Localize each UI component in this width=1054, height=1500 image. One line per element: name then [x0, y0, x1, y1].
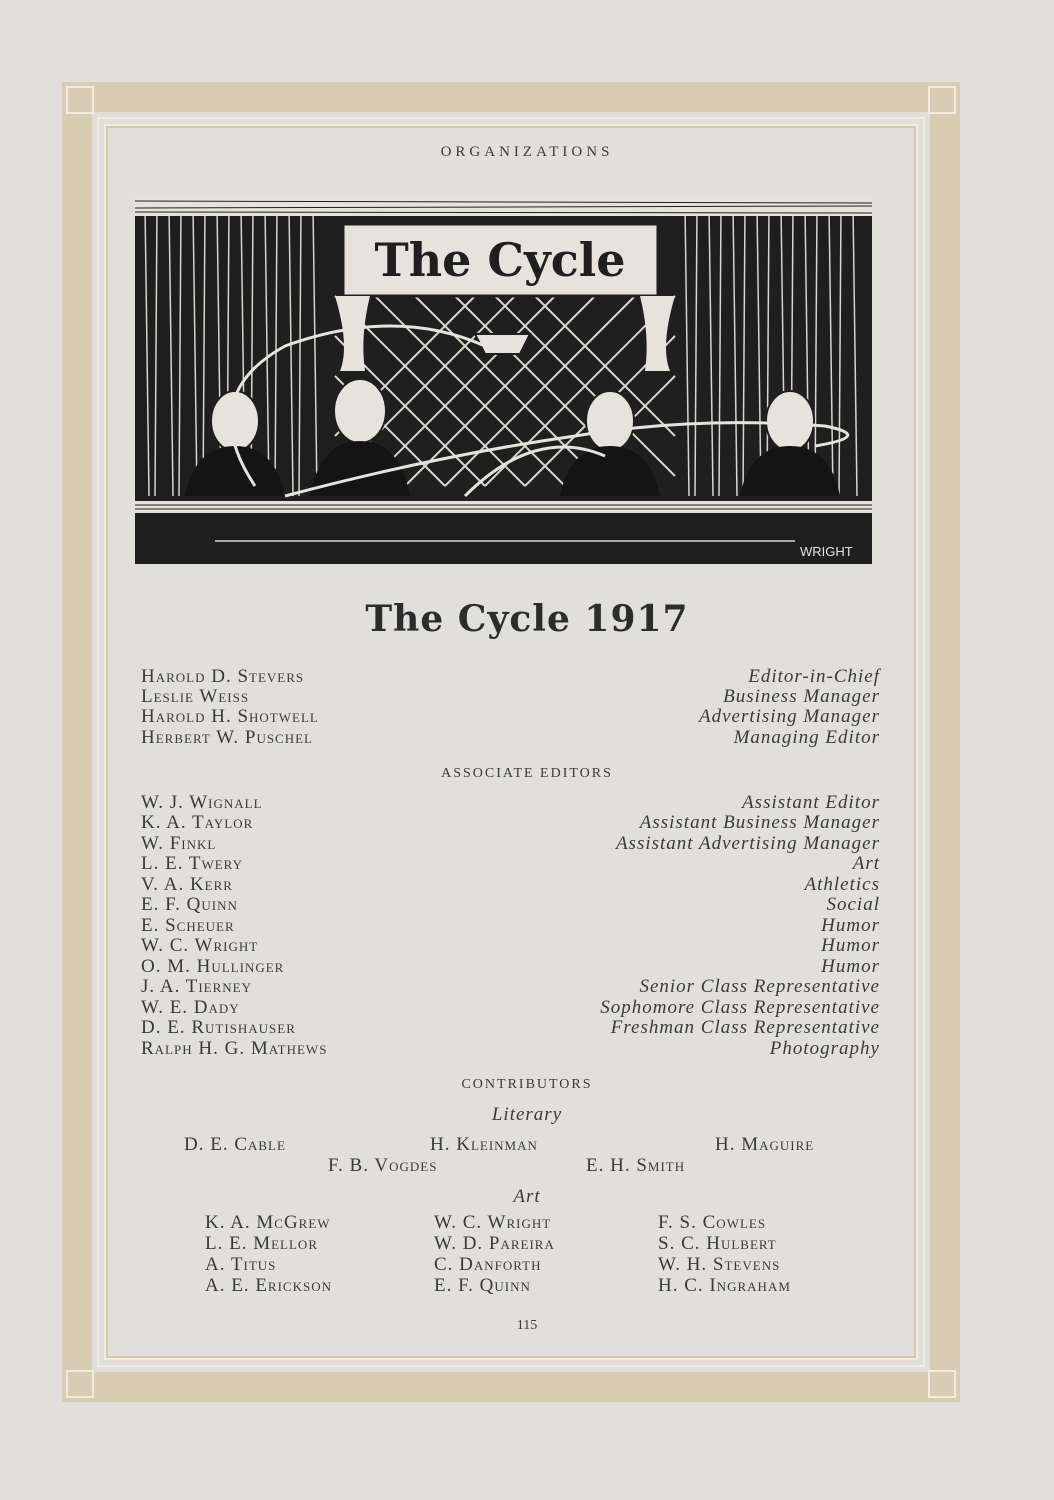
associate-name: W. J. Wignall	[141, 792, 263, 813]
associate-role: Humor	[821, 956, 880, 977]
art-contributor: A. E. Erickson	[205, 1275, 332, 1296]
literary-contributor: F. B. Vogdes	[328, 1155, 438, 1176]
associate-name: O. M. Hullinger	[141, 956, 285, 977]
associate-row	[141, 792, 880, 813]
associate-row	[141, 976, 880, 997]
associate-role: Freshman Class Representative	[610, 1017, 880, 1038]
associate-row	[141, 853, 880, 874]
associate-name: W. C. Wright	[141, 935, 259, 956]
literary-contributor: H. Kleinman	[430, 1134, 538, 1155]
corner-ornament	[928, 86, 956, 114]
art-contributor: C. Danforth	[434, 1254, 542, 1275]
art-column	[658, 1212, 791, 1296]
art-contributor: W. H. Stevens	[658, 1254, 781, 1275]
associate-name: D. E. Rutishauser	[141, 1017, 296, 1038]
staff-role: Advertising Manager	[698, 706, 880, 727]
art-contributor: E. F. Quinn	[434, 1275, 531, 1296]
corner-ornament	[928, 1370, 956, 1398]
page-header: ORGANIZATIONS	[440, 144, 614, 160]
staff-row	[141, 666, 880, 687]
corner-ornament	[66, 86, 94, 114]
associate-role: Humor	[821, 935, 880, 956]
art-contributor: W. D. Pareira	[434, 1233, 555, 1254]
staff-row	[141, 706, 880, 727]
staff-name: Harold H. Shotwell	[141, 706, 319, 727]
page-title: The Cycle 1917	[365, 598, 689, 640]
staff-name: Harold D. Stevers	[141, 666, 305, 687]
associate-editors-heading: ASSOCIATE EDITORS	[441, 766, 613, 781]
staff-row	[141, 686, 880, 707]
associate-name: K. A. Taylor	[141, 812, 254, 833]
associate-name: L. E. Twery	[141, 853, 244, 874]
associate-name: W. E. Dady	[141, 997, 240, 1018]
associate-row	[141, 874, 880, 895]
associate-name: Ralph H. G. Mathews	[141, 1038, 328, 1059]
associate-row	[141, 812, 880, 833]
associate-role: Assistant Advertising Manager	[615, 833, 880, 854]
literary-contributor: H. Maguire	[715, 1134, 815, 1155]
associate-role: Assistant Editor	[742, 792, 880, 813]
art-contributor: K. A. McGrew	[205, 1212, 331, 1233]
associate-role: Humor	[821, 915, 880, 936]
associate-row	[141, 935, 880, 956]
associate-role: Senior Class Representative	[639, 976, 880, 997]
art-contributor: H. C. Ingraham	[658, 1275, 791, 1296]
artist-signature: WRIGHT	[800, 544, 853, 559]
associate-name: V. A. Kerr	[141, 874, 233, 895]
staff-role: Editor-in-Chief	[748, 666, 880, 687]
associate-name: E. Scheuer	[141, 915, 235, 936]
associate-role: Photography	[769, 1038, 880, 1059]
associate-role: Art	[852, 853, 880, 874]
staff-role: Business Manager	[723, 686, 880, 707]
staff-role: Managing Editor	[733, 727, 880, 748]
literary-heading: Literary	[491, 1104, 563, 1125]
associate-row	[141, 915, 880, 936]
associate-name: J. A. Tierney	[141, 976, 252, 997]
art-heading: Art	[513, 1186, 541, 1207]
associate-row	[141, 833, 880, 854]
art-contributor: L. E. Mellor	[205, 1233, 318, 1254]
associate-row	[141, 956, 880, 977]
staff-name: Leslie Weiss	[141, 686, 250, 707]
staff-name: Herbert W. Puschel	[141, 727, 313, 748]
associate-role: Assistant Business Manager	[639, 812, 880, 833]
associate-row	[141, 1038, 880, 1059]
editors-illustration	[135, 196, 872, 564]
associate-row	[141, 1017, 880, 1038]
staff-row	[141, 727, 880, 748]
art-contributor: S. C. Hulbert	[658, 1233, 777, 1254]
contributors-heading: CONTRIBUTORS	[461, 1077, 593, 1092]
associate-role: Athletics	[804, 874, 880, 895]
associate-role: Social	[826, 894, 880, 915]
banner-text: The Cycle	[374, 233, 626, 287]
associate-row	[141, 894, 880, 915]
associate-name: E. F. Quinn	[141, 894, 238, 915]
associate-row	[141, 997, 880, 1018]
literary-contributor: E. H. Smith	[586, 1155, 686, 1176]
associate-role: Sophomore Class Representative	[600, 997, 880, 1018]
literary-contributor: D. E. Cable	[184, 1134, 286, 1155]
art-contributor: A. Titus	[205, 1254, 277, 1275]
art-contributor: F. S. Cowles	[658, 1212, 767, 1233]
woodcut-picture	[135, 196, 872, 564]
corner-ornament	[66, 1370, 94, 1398]
art-contributor: W. C. Wright	[434, 1212, 552, 1233]
art-column	[205, 1212, 332, 1296]
art-column	[434, 1212, 555, 1296]
page-number: 115	[516, 1318, 538, 1333]
associate-name: W. Finkl	[141, 833, 217, 854]
